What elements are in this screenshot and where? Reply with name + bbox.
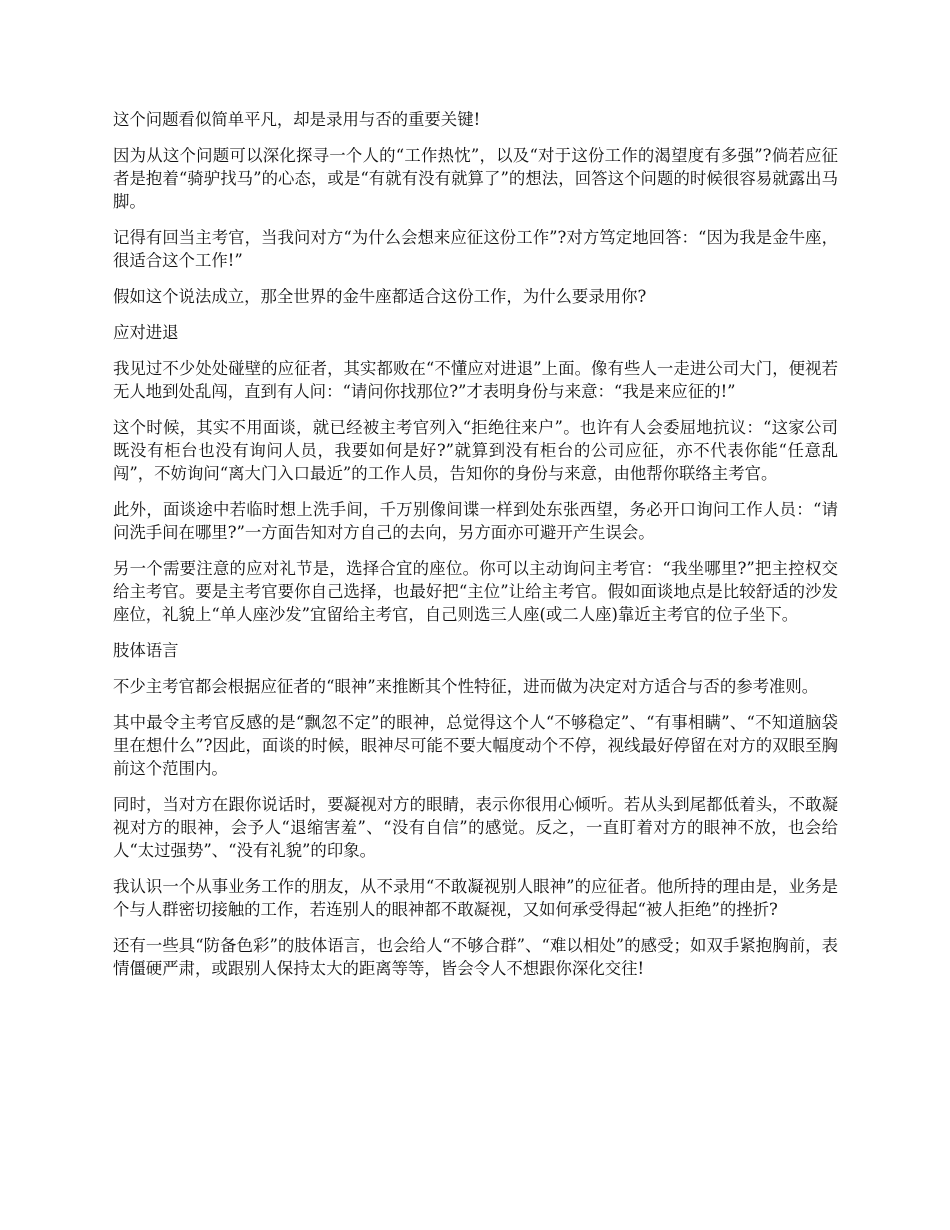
document-body (113, 108, 838, 993)
paragraph-body-language-5: 还有一些具“防备色彩”的肢体语言，也会给人“不够合群”、“难以相处”的感受；如双手紧抱胸前，表情僵硬严肃，或跟别人保持太大的距离等等，皆会令人不想跟你深化交往! (113, 936, 838, 978)
section-heading-etiquette: 应对进退 (113, 323, 179, 342)
paragraph-etiquette-4: 另一个需要注意的应对礼节是，选择合宜的座位。你可以主动询问主考官：“我坐哪里?”把主控权交给主考官。要是主考官要你自己选择，也最好把“主位”让给主考官。假如面谈地点是比较舒适的沙发座位，礼貌上“单人座沙发”宜留给主考官，自己则选三人座(或二人座)靠近主考官的位子坐下。 (113, 559, 838, 624)
paragraph-question: 假如这个说法成立，那全世界的金牛座都适合这份工作，为什么要录用你? (113, 287, 647, 306)
paragraph-body-language-1: 不少主考官都会根据应征者的“眼神”来推断其个性特征，进而做为决定对方适合与否的参考准则。 (113, 677, 819, 696)
paragraph-intro: 这个问题看似简单平凡，却是录用与否的重要关键! (113, 110, 481, 129)
paragraph-etiquette-3: 此外，面谈途中若临时想上洗手间，千万别像间谍一样到处东张西望，务必开口询问工作人员：“请问洗手间在哪里?”一方面告知对方自己的去向，另方面亦可避开产生误会。 (113, 500, 838, 542)
paragraph-anecdote: 记得有回当主考官，当我问对方“为什么会想来应征这份工作”?对方笃定地回答：“因为我是金牛座，很适合这个工作!” (113, 228, 838, 270)
paragraph-etiquette-1: 我见过不少处处碰壁的应征者，其实都败在“不懂应对进退”上面。像有些人一走进公司大门，便视若无人地到处乱闯，直到有人问：“请问你找那位?”才表明身份与来意：“我是来应征的!” (113, 359, 838, 401)
paragraph-body-language-3: 同时，当对方在跟你说话时，要凝视对方的眼睛，表示你很用心倾听。若从头到尾都低着头，不敢凝视对方的眼神，会予人“退缩害羞”、“没有自信”的感觉。反之，一直盯着对方的眼神不放，也会给人“太过强势”、“没有礼貌”的印象。 (113, 795, 838, 860)
paragraph-reason: 因为从这个问题可以深化探寻一个人的“工作热忱”，以及“对于这份工作的渴望度有多强”?倘若应征者是抱着“骑驴找马”的心态，或是“有就有没有就算了”的想法，回答这个问题的时候很容易就露出马脚。 (113, 146, 838, 211)
paragraph-body-language-4: 我认识一个从事业务工作的朋友，从不录用“不敢凝视别人眼神”的应征者。他所持的理由是，业务是个与人群密切接触的工作，若连别人的眼神都不敢凝视，又如何承受得起“被人拒绝”的挫折? (113, 877, 838, 919)
paragraph-etiquette-2: 这个时候，其实不用面谈，就已经被主考官列入“拒绝往来户”。也许有人会委屈地抗议：“这家公司既没有柜台也没有询问人员，我要如何是好?”就算到没有柜台的公司应征，亦不代表你能“任意乱闯”，不妨询问“离大门入口最近”的工作人员，告知你的身份与来意，由他帮你联络主考官。 (113, 418, 838, 483)
section-heading-body-language: 肢体语言 (113, 641, 179, 660)
paragraph-body-language-2: 其中最令主考官反感的是“飘忽不定”的眼神，总觉得这个人“不够稳定”、“有事相瞒”、“不知道脑袋里在想什么”?因此，面谈的时候，眼神尽可能不要大幅度动个不停，视线最好停留在对方的双眼至胸前这个范围内。 (113, 713, 838, 778)
